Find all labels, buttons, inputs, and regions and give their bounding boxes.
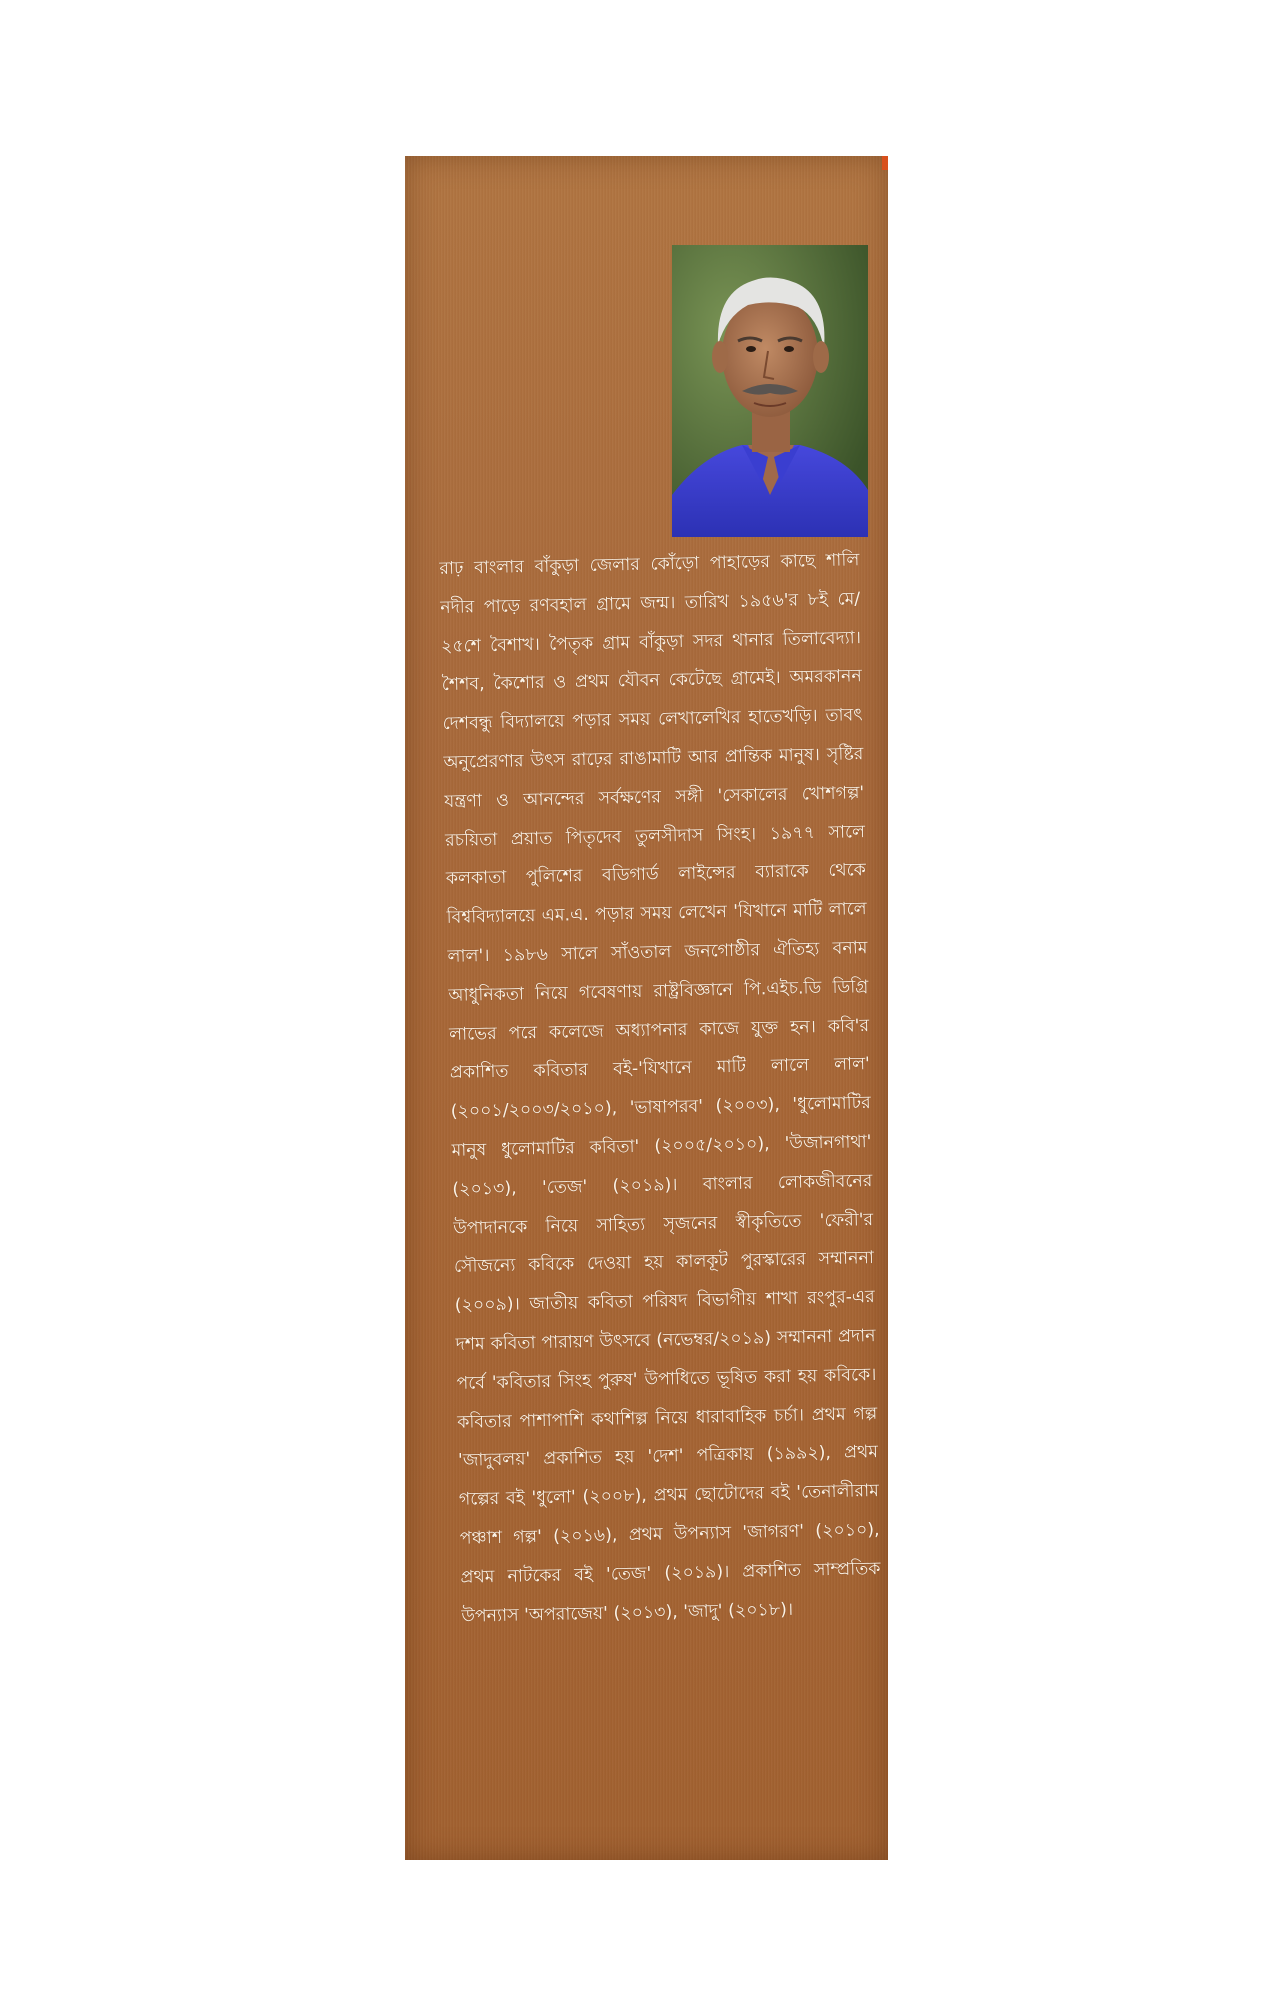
author-portrait-image bbox=[672, 245, 868, 537]
author-photo bbox=[672, 245, 868, 537]
cover-edge bbox=[882, 156, 888, 170]
book-flap bbox=[405, 156, 888, 1860]
author-biography: রাঢ় বাংলার বাঁকুড়া জেলার কোঁড়ো পাহাড়ের কাছে শালি নদীর পাড়ে রণবহাল গ্রামে জন্ম। তারিখ ১৯৫৬'র ৮ই মে/২৫শে বৈশাখ। পৈতৃক গ্রাম বাঁকুড়া সদর থানার তিলাবেদ্যা। শৈশব, কৈশোর ও প্রথম যৌবন কেটেছে গ্রামেই। অমরকানন দেশবন্ধু বিদ্যালয়ে পড়ার সময় লেখালেখির হাতেখড়ি। তাবৎ অনুপ্রেরণার উৎস রাঢ়ের রাঙামাটি আর প্রান্তিক মানুষ। সৃষ্টির যন্ত্রণা ও আনন্দের সর্বক্ষণের সঙ্গী 'সেকালের খোশগল্প' রচয়িতা প্রয়াত পিতৃদেব তুলসীদাস সিংহ। ১৯৭৭ সালে কলকাতা পুলিশের বডিগার্ড লাইন্সের ব্যারাকে থেকে বিশ্ববিদ্যালয়ে এম.এ. পড়ার সময় লেখেন 'যিখানে মাটি লালে লাল'। ১৯৮৬ সালে সাঁওতাল জনগোষ্ঠীর ঐতিহ্য বনাম আধুনিকতা নিয়ে গবেষণায় রাষ্ট্রবিজ্ঞানে পি.এইচ.ডি ডিগ্রি লাভের পরে কলেজে অধ্যাপনার কাজে যুক্ত হন। কবি'র প্রকাশিত কবিতার বই-'যিখানে মাটি লালে লাল' (২০০১/২০০৩/২০১০), 'ভাষাপরব' (২০০৩), 'ধুলোমাটির মানুষ ধুলোমাটির কবিতা' (২০০৫/২০১০), 'উজানগাথা' (২০১৩), 'তেজ' (২০১৯)। বাংলার লোকজীবনের উপাদানকে নিয়ে সাহিত্য সৃজনের স্বীকৃতিতে 'ফেরী'র সৌজন্যে কবিকে দেওয়া হয় কালকূট পুরস্কারের সম্মাননা (২০০৯)। জাতীয় কবিতা পরিষদ বিভাগীয় শাখা রংপুর-এর দশম কবিতা পারায়ণ উৎসবে (নভেম্বর/২০১৯) সম্মাননা প্রদান পর্বে 'কবিতার সিংহ পুরুষ' উপাধিতে ভূষিত করা হয় কবিকে। কবিতার পাশাপাশি কথাশিল্প নিয়ে ধারাবাহিক চর্চা। প্রথম গল্প 'জাদুবলয়' প্রকাশিত হয় 'দেশ' পত্রিকায় (১৯৯২), প্রথম গল্পের বই 'ধুলো' (২০০৮), প্রথম ছোটোদের বই 'তেনালীরাম পঞ্চাশ গল্প' (২০১৬), প্রথম উপন্যাস 'জাগরণ' (২০১০), প্রথম নাটকের বই 'তেজ' (২০১৯)। প্রকাশিত সাম্প্রতিক উপন্যাস 'অপরাজেয়' (২০১৩), 'জাদু' (২০১৮)। bbox=[439, 550, 881, 1627]
